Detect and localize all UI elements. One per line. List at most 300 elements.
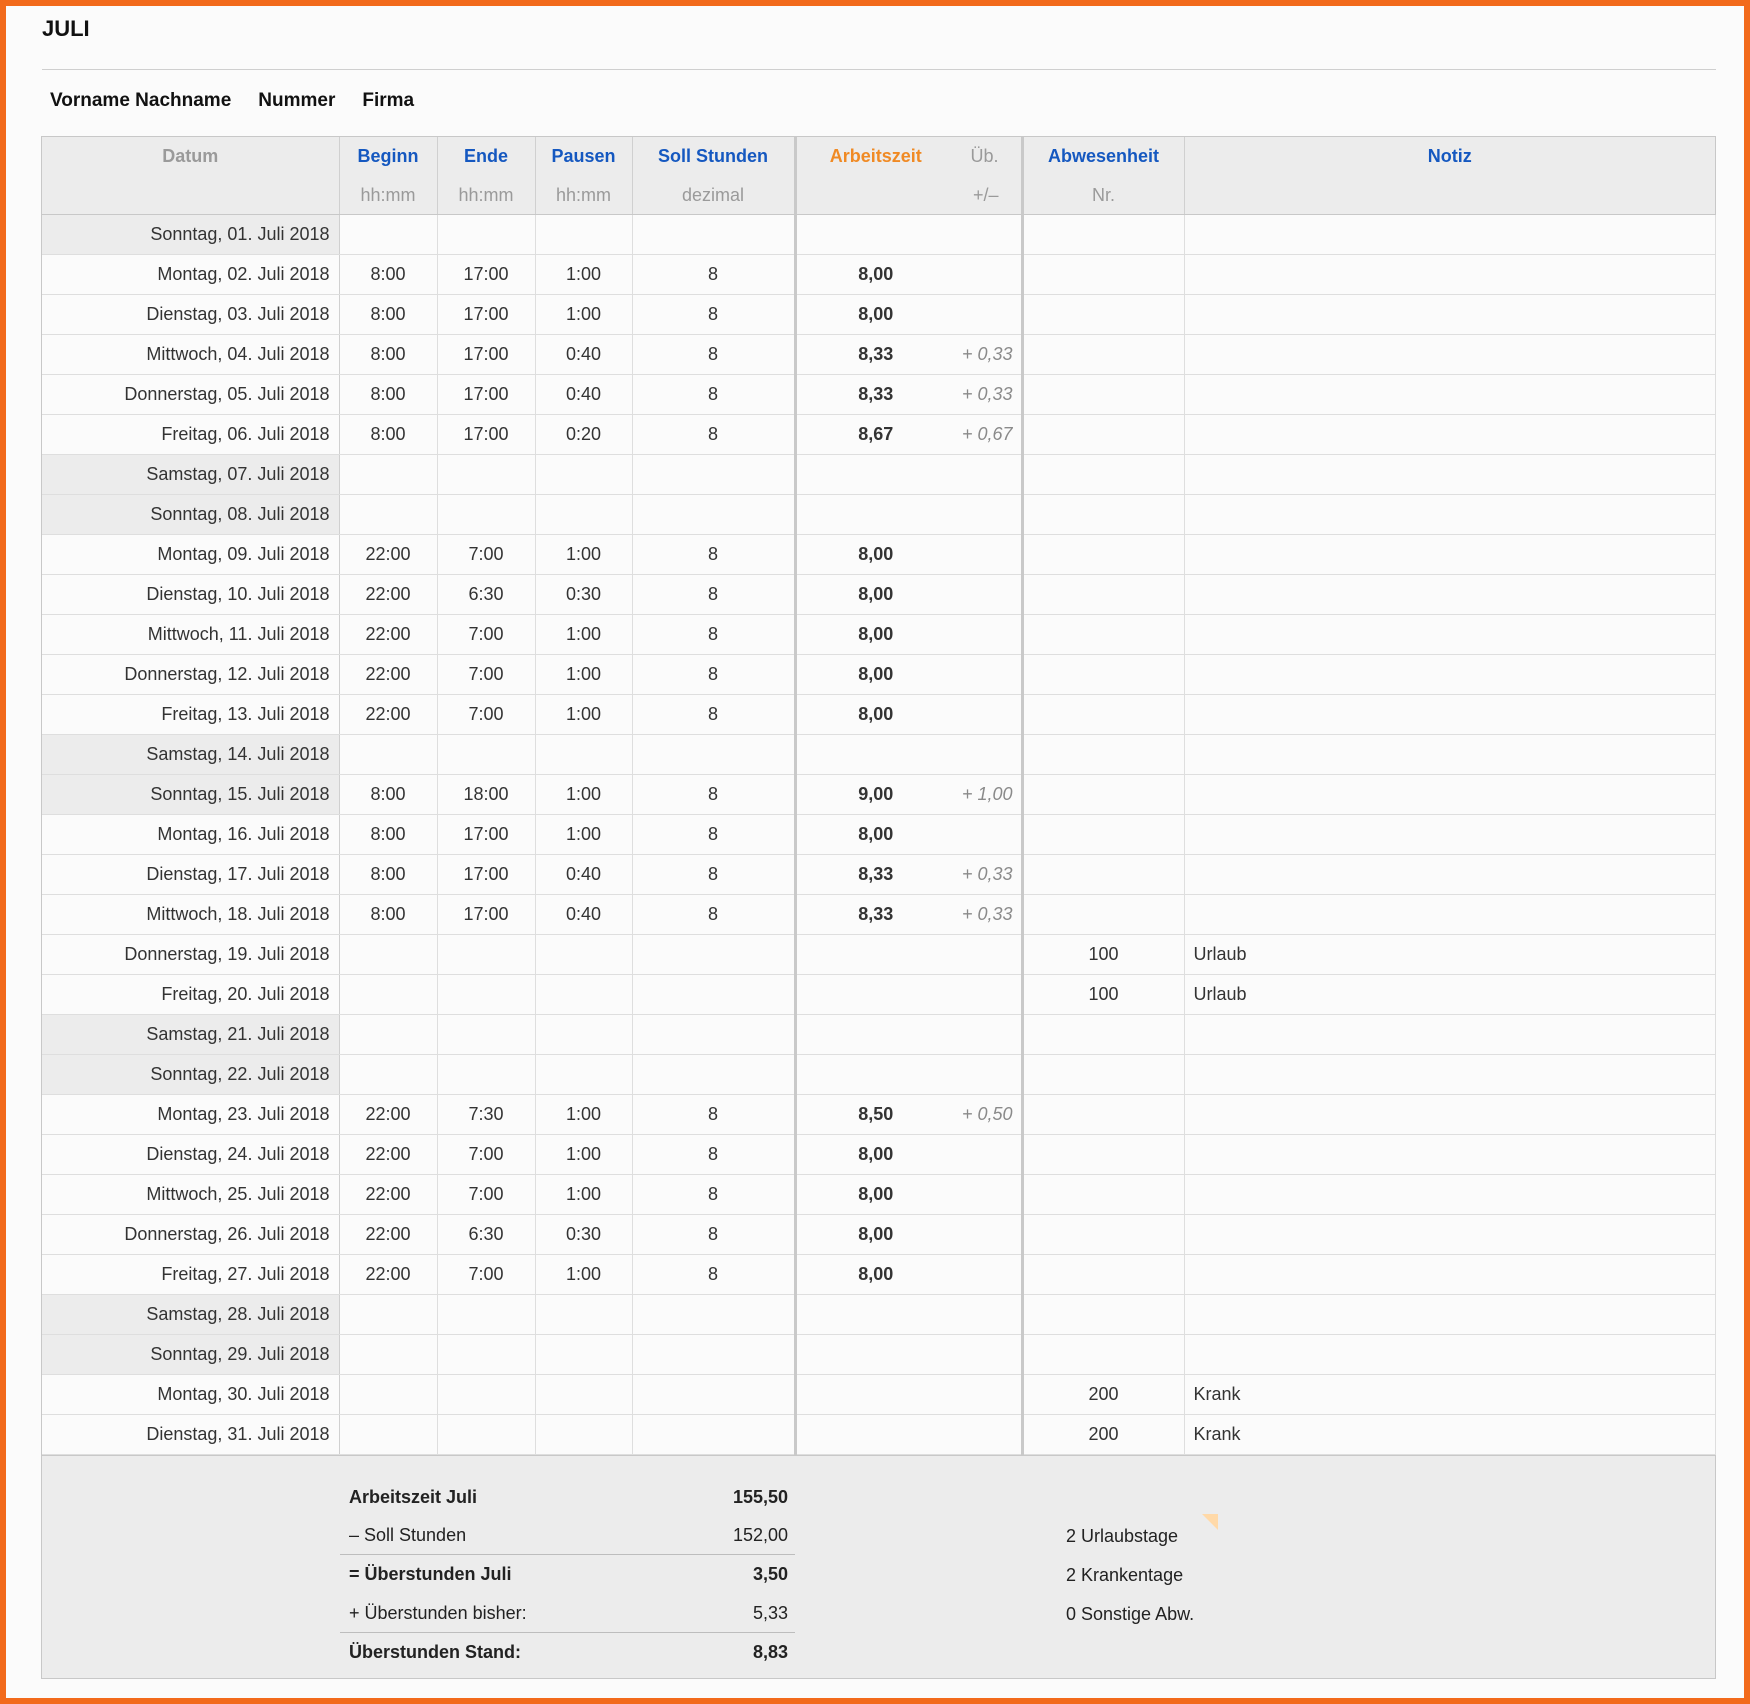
cell-soll[interactable] <box>632 1015 795 1055</box>
cell-soll[interactable]: 8 <box>632 775 795 815</box>
cell-soll[interactable]: 8 <box>632 895 795 935</box>
cell-beginn[interactable]: 22:00 <box>339 1215 437 1255</box>
cell-ueberstunden: + 0,33 <box>955 895 1022 935</box>
cell-ueberstunden <box>955 695 1022 735</box>
cell-soll[interactable] <box>632 1055 795 1095</box>
cell-abwesenheit[interactable] <box>1022 735 1184 775</box>
cell-ueberstunden <box>955 735 1022 775</box>
cell-notiz[interactable]: Krank <box>1184 1415 1715 1455</box>
cell-beginn[interactable] <box>339 1055 437 1095</box>
cell-datum: Montag, 30. Juli 2018 <box>42 1375 339 1415</box>
cell-notiz[interactable] <box>1184 255 1715 295</box>
cell-notiz[interactable] <box>1184 215 1715 255</box>
cell-notiz[interactable] <box>1184 815 1715 855</box>
cell-abwesenheit[interactable] <box>1022 495 1184 535</box>
cell-abwesenheit[interactable] <box>1022 855 1184 895</box>
cell-abwesenheit[interactable]: 200 <box>1022 1375 1184 1415</box>
cell-arbeitszeit: 8,67 <box>795 415 955 455</box>
cell-soll[interactable]: 8 <box>632 695 795 735</box>
cell-notiz[interactable] <box>1184 695 1715 735</box>
cell-pausen[interactable]: 0:40 <box>535 335 632 375</box>
table-row <box>42 1135 1715 1175</box>
cell-abwesenheit[interactable] <box>1022 1255 1184 1295</box>
cell-pausen[interactable] <box>535 935 632 975</box>
cell-soll[interactable] <box>632 215 795 255</box>
cell-beginn[interactable] <box>339 215 437 255</box>
cell-soll[interactable]: 8 <box>632 415 795 455</box>
cell-ende[interactable] <box>437 1055 535 1095</box>
cell-pausen[interactable]: 0:30 <box>535 1215 632 1255</box>
cell-beginn[interactable]: 22:00 <box>339 1135 437 1175</box>
cell-notiz[interactable] <box>1184 335 1715 375</box>
cell-soll[interactable]: 8 <box>632 1255 795 1295</box>
cell-ende[interactable]: 7:00 <box>437 615 535 655</box>
cell-ueberstunden <box>955 1295 1022 1335</box>
cell-pausen[interactable] <box>535 735 632 775</box>
cell-ueberstunden <box>955 1215 1022 1255</box>
cell-beginn[interactable]: 8:00 <box>339 895 437 935</box>
cell-abwesenheit[interactable] <box>1022 1295 1184 1335</box>
cell-beginn[interactable]: 8:00 <box>339 295 437 335</box>
summary-bisher-value[interactable]: 5,33 <box>752 1602 788 1623</box>
cell-soll[interactable]: 8 <box>632 575 795 615</box>
cell-beginn[interactable]: 8:00 <box>339 775 437 815</box>
cell-notiz[interactable]: Urlaub <box>1184 975 1715 1015</box>
cell-ende[interactable]: 17:00 <box>437 855 535 895</box>
cell-abwesenheit[interactable] <box>1022 895 1184 935</box>
cell-abwesenheit[interactable]: 100 <box>1022 975 1184 1015</box>
cell-soll[interactable]: 8 <box>632 815 795 855</box>
cell-ende[interactable]: 17:00 <box>437 295 535 335</box>
cell-abwesenheit[interactable] <box>1022 215 1184 255</box>
cell-pausen[interactable]: 1:00 <box>535 1095 632 1135</box>
cell-beginn[interactable] <box>339 1415 437 1455</box>
cell-beginn[interactable]: 22:00 <box>339 655 437 695</box>
cell-ueberstunden <box>955 575 1022 615</box>
cell-ueberstunden <box>955 1135 1022 1175</box>
table-header <box>42 137 1715 215</box>
cell-arbeitszeit: 8,33 <box>795 855 955 895</box>
summary-stand <box>340 1632 795 1671</box>
table-row <box>42 495 1715 535</box>
cell-datum: Sonntag, 01. Juli 2018 <box>42 215 339 255</box>
header-abwesenheit: Abwesenheit <box>1022 137 1184 176</box>
cell-notiz[interactable] <box>1184 1175 1715 1215</box>
cell-soll[interactable]: 8 <box>632 1135 795 1175</box>
cell-notiz[interactable] <box>1184 495 1715 535</box>
cell-soll[interactable] <box>632 1375 795 1415</box>
cell-ueberstunden <box>955 655 1022 695</box>
cell-beginn[interactable]: 8:00 <box>339 855 437 895</box>
cell-beginn[interactable]: 8:00 <box>339 255 437 295</box>
cell-soll[interactable] <box>632 975 795 1015</box>
cell-arbeitszeit: 8,00 <box>795 295 955 335</box>
cell-abwesenheit[interactable] <box>1022 815 1184 855</box>
cell-beginn[interactable]: 22:00 <box>339 1175 437 1215</box>
cell-beginn[interactable]: 8:00 <box>339 375 437 415</box>
cell-arbeitszeit <box>795 1375 955 1415</box>
timesheet <box>41 136 1716 1679</box>
cell-arbeitszeit: 8,00 <box>795 1175 955 1215</box>
cell-ueberstunden <box>955 495 1022 535</box>
cell-ueberstunden <box>955 1255 1022 1295</box>
cell-pausen[interactable]: 1:00 <box>535 1175 632 1215</box>
table-row <box>42 1415 1715 1455</box>
cell-notiz[interactable] <box>1184 735 1715 775</box>
cell-arbeitszeit: 8,00 <box>795 535 955 575</box>
cell-notiz[interactable] <box>1184 615 1715 655</box>
cell-notiz[interactable] <box>1184 1135 1715 1175</box>
cell-beginn[interactable] <box>339 935 437 975</box>
cell-pausen[interactable] <box>535 1295 632 1335</box>
table-row <box>42 1255 1715 1295</box>
header-ende: Ende <box>437 137 535 176</box>
cell-abwesenheit[interactable] <box>1022 1175 1184 1215</box>
cell-soll[interactable]: 8 <box>632 655 795 695</box>
cell-pausen[interactable]: 0:20 <box>535 415 632 455</box>
employee-info <box>50 90 414 112</box>
cell-ende[interactable] <box>437 1415 535 1455</box>
cell-notiz[interactable]: Urlaub <box>1184 935 1715 975</box>
cell-soll[interactable]: 8 <box>632 295 795 335</box>
cell-pausen[interactable]: 1:00 <box>535 815 632 855</box>
cell-ende[interactable] <box>437 1335 535 1375</box>
cell-ende[interactable] <box>437 975 535 1015</box>
cell-notiz[interactable] <box>1184 1295 1715 1335</box>
cell-ende[interactable]: 18:00 <box>437 775 535 815</box>
cell-arbeitszeit <box>795 935 955 975</box>
cell-notiz[interactable] <box>1184 775 1715 815</box>
table-row <box>42 455 1715 495</box>
summary-arbeitszeit-value[interactable]: 155,50 <box>732 1486 788 1507</box>
cell-datum: Samstag, 07. Juli 2018 <box>42 455 339 495</box>
cell-ende[interactable]: 6:30 <box>437 575 535 615</box>
table-row <box>42 1095 1715 1135</box>
cell-notiz[interactable] <box>1184 1015 1715 1055</box>
cell-ende[interactable] <box>437 495 535 535</box>
cell-notiz[interactable] <box>1184 1215 1715 1255</box>
cell-soll[interactable]: 8 <box>632 615 795 655</box>
cell-soll[interactable] <box>632 495 795 535</box>
header-datum-unit <box>42 176 339 215</box>
cell-abwesenheit[interactable] <box>1022 575 1184 615</box>
cell-pausen[interactable] <box>535 1415 632 1455</box>
table-row <box>42 255 1715 295</box>
cell-ende[interactable] <box>437 1295 535 1335</box>
cell-soll[interactable] <box>632 935 795 975</box>
cell-ende[interactable]: 17:00 <box>437 255 535 295</box>
cell-ueberstunden <box>955 1415 1022 1455</box>
cell-ende[interactable]: 7:00 <box>437 1255 535 1295</box>
cell-abwesenheit[interactable] <box>1022 295 1184 335</box>
cell-arbeitszeit: 8,00 <box>795 255 955 295</box>
cell-ueberstunden <box>955 1015 1022 1055</box>
cell-pausen[interactable] <box>535 455 632 495</box>
table-row <box>42 695 1715 735</box>
cell-soll[interactable] <box>632 1415 795 1455</box>
cell-beginn[interactable]: 8:00 <box>339 415 437 455</box>
cell-arbeitszeit: 8,33 <box>795 895 955 935</box>
cell-abwesenheit[interactable] <box>1022 1055 1184 1095</box>
cell-soll[interactable] <box>632 1335 795 1375</box>
header-beginn: Beginn <box>339 137 437 176</box>
cell-ende[interactable] <box>437 455 535 495</box>
cell-ueberstunden <box>955 815 1022 855</box>
summary-stand-value[interactable]: 8,83 <box>752 1641 788 1662</box>
cell-abwesenheit[interactable] <box>1022 655 1184 695</box>
cell-datum: Donnerstag, 12. Juli 2018 <box>42 655 339 695</box>
timesheet-table <box>42 137 1716 1455</box>
title-divider <box>42 69 1716 70</box>
cell-ende[interactable]: 17:00 <box>437 815 535 855</box>
table-row <box>42 735 1715 775</box>
table-row <box>42 775 1715 815</box>
cell-soll[interactable]: 8 <box>632 335 795 375</box>
cell-beginn[interactable] <box>339 495 437 535</box>
cell-abwesenheit[interactable] <box>1022 1215 1184 1255</box>
cell-ende[interactable]: 17:00 <box>437 335 535 375</box>
cell-beginn[interactable] <box>339 455 437 495</box>
cell-notiz[interactable] <box>1184 1055 1715 1095</box>
cell-abwesenheit[interactable] <box>1022 535 1184 575</box>
cell-soll[interactable]: 8 <box>632 255 795 295</box>
summary-ueberstunden <box>340 1554 795 1593</box>
cell-soll[interactable] <box>632 735 795 775</box>
cell-ende[interactable]: 6:30 <box>437 1215 535 1255</box>
cell-beginn[interactable]: 8:00 <box>339 335 437 375</box>
cell-pausen[interactable]: 1:00 <box>535 615 632 655</box>
table-row <box>42 335 1715 375</box>
cell-pausen[interactable] <box>535 495 632 535</box>
cell-notiz[interactable] <box>1184 455 1715 495</box>
cell-soll[interactable]: 8 <box>632 855 795 895</box>
cell-abwesenheit[interactable]: 200 <box>1022 1415 1184 1455</box>
table-row <box>42 1375 1715 1415</box>
table-row <box>42 615 1715 655</box>
cell-pausen[interactable]: 1:00 <box>535 655 632 695</box>
cell-arbeitszeit: 8,00 <box>795 655 955 695</box>
table-row <box>42 855 1715 895</box>
summary-stand-label: Überstunden Stand: <box>349 1641 522 1662</box>
cell-arbeitszeit: 9,00 <box>795 775 955 815</box>
cell-beginn[interactable] <box>339 1015 437 1055</box>
cell-arbeitszeit <box>795 1415 955 1455</box>
cell-pausen[interactable]: 1:00 <box>535 255 632 295</box>
cell-abwesenheit[interactable] <box>1022 615 1184 655</box>
cell-pausen[interactable]: 0:40 <box>535 895 632 935</box>
cell-beginn[interactable] <box>339 1375 437 1415</box>
comment-indicator-icon[interactable] <box>1202 1514 1218 1530</box>
cell-abwesenheit[interactable] <box>1022 695 1184 735</box>
cell-ende[interactable]: 17:00 <box>437 415 535 455</box>
cell-beginn[interactable]: 8:00 <box>339 815 437 855</box>
header-soll: Soll Stunden <box>632 137 795 176</box>
cell-pausen[interactable]: 1:00 <box>535 535 632 575</box>
summary-soll <box>340 1516 795 1554</box>
cell-ueberstunden <box>955 1175 1022 1215</box>
summary-bisher <box>340 1594 795 1632</box>
cell-arbeitszeit <box>795 1295 955 1335</box>
cell-datum: Montag, 16. Juli 2018 <box>42 815 339 855</box>
cell-pausen[interactable]: 0:30 <box>535 575 632 615</box>
cell-ende[interactable]: 17:00 <box>437 375 535 415</box>
table-body <box>42 215 1715 1455</box>
cell-soll[interactable] <box>632 1295 795 1335</box>
cell-notiz[interactable]: Krank <box>1184 1375 1715 1415</box>
page-title: JULI <box>42 16 90 41</box>
cell-notiz[interactable] <box>1184 1095 1715 1135</box>
cell-abwesenheit[interactable]: 100 <box>1022 935 1184 975</box>
cell-datum: Dienstag, 31. Juli 2018 <box>42 1415 339 1455</box>
cell-pausen[interactable] <box>535 1375 632 1415</box>
cell-arbeitszeit: 8,00 <box>795 615 955 655</box>
cell-ueberstunden <box>955 615 1022 655</box>
table-row <box>42 295 1715 335</box>
employee-name[interactable]: Vorname Nachname <box>50 90 232 111</box>
cell-abwesenheit[interactable] <box>1022 1135 1184 1175</box>
cell-arbeitszeit <box>795 975 955 1015</box>
cell-pausen[interactable]: 0:40 <box>535 855 632 895</box>
absence-krank: 2 Krankentage <box>1066 1565 1184 1585</box>
cell-notiz[interactable] <box>1184 655 1715 695</box>
cell-pausen[interactable] <box>535 1015 632 1055</box>
cell-beginn[interactable] <box>339 735 437 775</box>
cell-pausen[interactable] <box>535 1055 632 1095</box>
summary-soll-value[interactable]: 152,00 <box>732 1524 788 1545</box>
cell-datum: Mittwoch, 25. Juli 2018 <box>42 1175 339 1215</box>
cell-arbeitszeit: 8,00 <box>795 1215 955 1255</box>
cell-abwesenheit[interactable] <box>1022 415 1184 455</box>
cell-soll[interactable] <box>632 455 795 495</box>
cell-beginn[interactable]: 22:00 <box>339 1255 437 1295</box>
cell-datum: Sonntag, 15. Juli 2018 <box>42 775 339 815</box>
cell-abwesenheit[interactable] <box>1022 455 1184 495</box>
cell-notiz[interactable] <box>1184 855 1715 895</box>
table-row <box>42 415 1715 455</box>
table-row <box>42 215 1715 255</box>
cell-ueberstunden: + 0,67 <box>955 415 1022 455</box>
cell-pausen[interactable] <box>535 215 632 255</box>
cell-datum: Donnerstag, 19. Juli 2018 <box>42 935 339 975</box>
cell-pausen[interactable]: 1:00 <box>535 695 632 735</box>
cell-ueberstunden <box>955 975 1022 1015</box>
cell-ende[interactable] <box>437 1015 535 1055</box>
cell-arbeitszeit: 8,00 <box>795 815 955 855</box>
cell-beginn[interactable] <box>339 975 437 1015</box>
cell-soll[interactable]: 8 <box>632 535 795 575</box>
cell-arbeitszeit: 8,33 <box>795 335 955 375</box>
cell-pausen[interactable]: 1:00 <box>535 1135 632 1175</box>
cell-beginn[interactable]: 22:00 <box>339 575 437 615</box>
cell-abwesenheit[interactable] <box>1022 1095 1184 1135</box>
summary-soll-label: – Soll Stunden <box>349 1524 467 1545</box>
cell-pausen[interactable]: 0:40 <box>535 375 632 415</box>
table-row <box>42 535 1715 575</box>
table-row <box>42 1175 1715 1215</box>
cell-abwesenheit[interactable] <box>1022 375 1184 415</box>
cell-datum: Sonntag, 29. Juli 2018 <box>42 1335 339 1375</box>
cell-ueberstunden <box>955 535 1022 575</box>
cell-ueberstunden <box>955 455 1022 495</box>
cell-abwesenheit[interactable] <box>1022 775 1184 815</box>
cell-ende[interactable] <box>437 215 535 255</box>
cell-arbeitszeit: 8,00 <box>795 695 955 735</box>
cell-ende[interactable] <box>437 1375 535 1415</box>
cell-notiz[interactable] <box>1184 1255 1715 1295</box>
cell-ueberstunden <box>955 935 1022 975</box>
cell-beginn[interactable]: 22:00 <box>339 535 437 575</box>
cell-notiz[interactable] <box>1184 895 1715 935</box>
cell-pausen[interactable]: 1:00 <box>535 295 632 335</box>
header-arbeitszeit: Arbeitszeit <box>795 137 955 176</box>
cell-pausen[interactable]: 1:00 <box>535 775 632 815</box>
cell-ueberstunden <box>955 1055 1022 1095</box>
cell-abwesenheit[interactable] <box>1022 1335 1184 1375</box>
employee-company[interactable]: Firma <box>362 90 415 111</box>
cell-beginn[interactable]: 22:00 <box>339 1095 437 1135</box>
cell-ende[interactable]: 7:00 <box>437 1175 535 1215</box>
cell-soll[interactable]: 8 <box>632 1095 795 1135</box>
cell-abwesenheit[interactable] <box>1022 335 1184 375</box>
cell-notiz[interactable] <box>1184 295 1715 335</box>
cell-datum: Sonntag, 22. Juli 2018 <box>42 1055 339 1095</box>
cell-ende[interactable]: 7:00 <box>437 535 535 575</box>
cell-arbeitszeit <box>795 735 955 775</box>
cell-ueberstunden: + 0,50 <box>955 1095 1022 1135</box>
cell-datum: Donnerstag, 26. Juli 2018 <box>42 1215 339 1255</box>
cell-notiz[interactable] <box>1184 575 1715 615</box>
cell-arbeitszeit <box>795 495 955 535</box>
cell-beginn[interactable]: 22:00 <box>339 695 437 735</box>
table-row <box>42 375 1715 415</box>
cell-abwesenheit[interactable] <box>1022 1015 1184 1055</box>
cell-notiz[interactable] <box>1184 375 1715 415</box>
cell-soll[interactable]: 8 <box>632 1175 795 1215</box>
summary-arbeitszeit-label: Arbeitszeit Juli <box>349 1486 478 1507</box>
cell-ende[interactable]: 7:00 <box>437 1135 535 1175</box>
cell-soll[interactable]: 8 <box>632 1215 795 1255</box>
cell-ende[interactable] <box>437 935 535 975</box>
cell-datum: Montag, 23. Juli 2018 <box>42 1095 339 1135</box>
cell-beginn[interactable] <box>339 1335 437 1375</box>
employee-number[interactable]: Nummer <box>258 90 336 111</box>
cell-soll[interactable]: 8 <box>632 375 795 415</box>
cell-pausen[interactable]: 1:00 <box>535 1255 632 1295</box>
cell-arbeitszeit <box>795 455 955 495</box>
cell-ende[interactable]: 17:00 <box>437 895 535 935</box>
cell-pausen[interactable] <box>535 975 632 1015</box>
cell-ende[interactable] <box>437 735 535 775</box>
cell-notiz[interactable] <box>1184 415 1715 455</box>
cell-ende[interactable]: 7:00 <box>437 655 535 695</box>
summary-ueberstunden-label: = Überstunden Juli <box>349 1563 512 1584</box>
cell-beginn[interactable] <box>339 1295 437 1335</box>
cell-beginn[interactable]: 22:00 <box>339 615 437 655</box>
cell-notiz[interactable] <box>1184 535 1715 575</box>
cell-notiz[interactable] <box>1184 1335 1715 1375</box>
cell-ueberstunden <box>955 295 1022 335</box>
header-beginn-unit: hh:mm <box>339 176 437 215</box>
table-row <box>42 1335 1715 1375</box>
cell-pausen[interactable] <box>535 1335 632 1375</box>
cell-ueberstunden: + 0,33 <box>955 855 1022 895</box>
summary-bisher-label: + Überstunden bisher: <box>349 1602 527 1623</box>
cell-ende[interactable]: 7:00 <box>437 695 535 735</box>
cell-datum: Donnerstag, 05. Juli 2018 <box>42 375 339 415</box>
summary-ueberstunden-value[interactable]: 3,50 <box>752 1563 788 1584</box>
cell-abwesenheit[interactable] <box>1022 255 1184 295</box>
cell-ende[interactable]: 7:30 <box>437 1095 535 1135</box>
